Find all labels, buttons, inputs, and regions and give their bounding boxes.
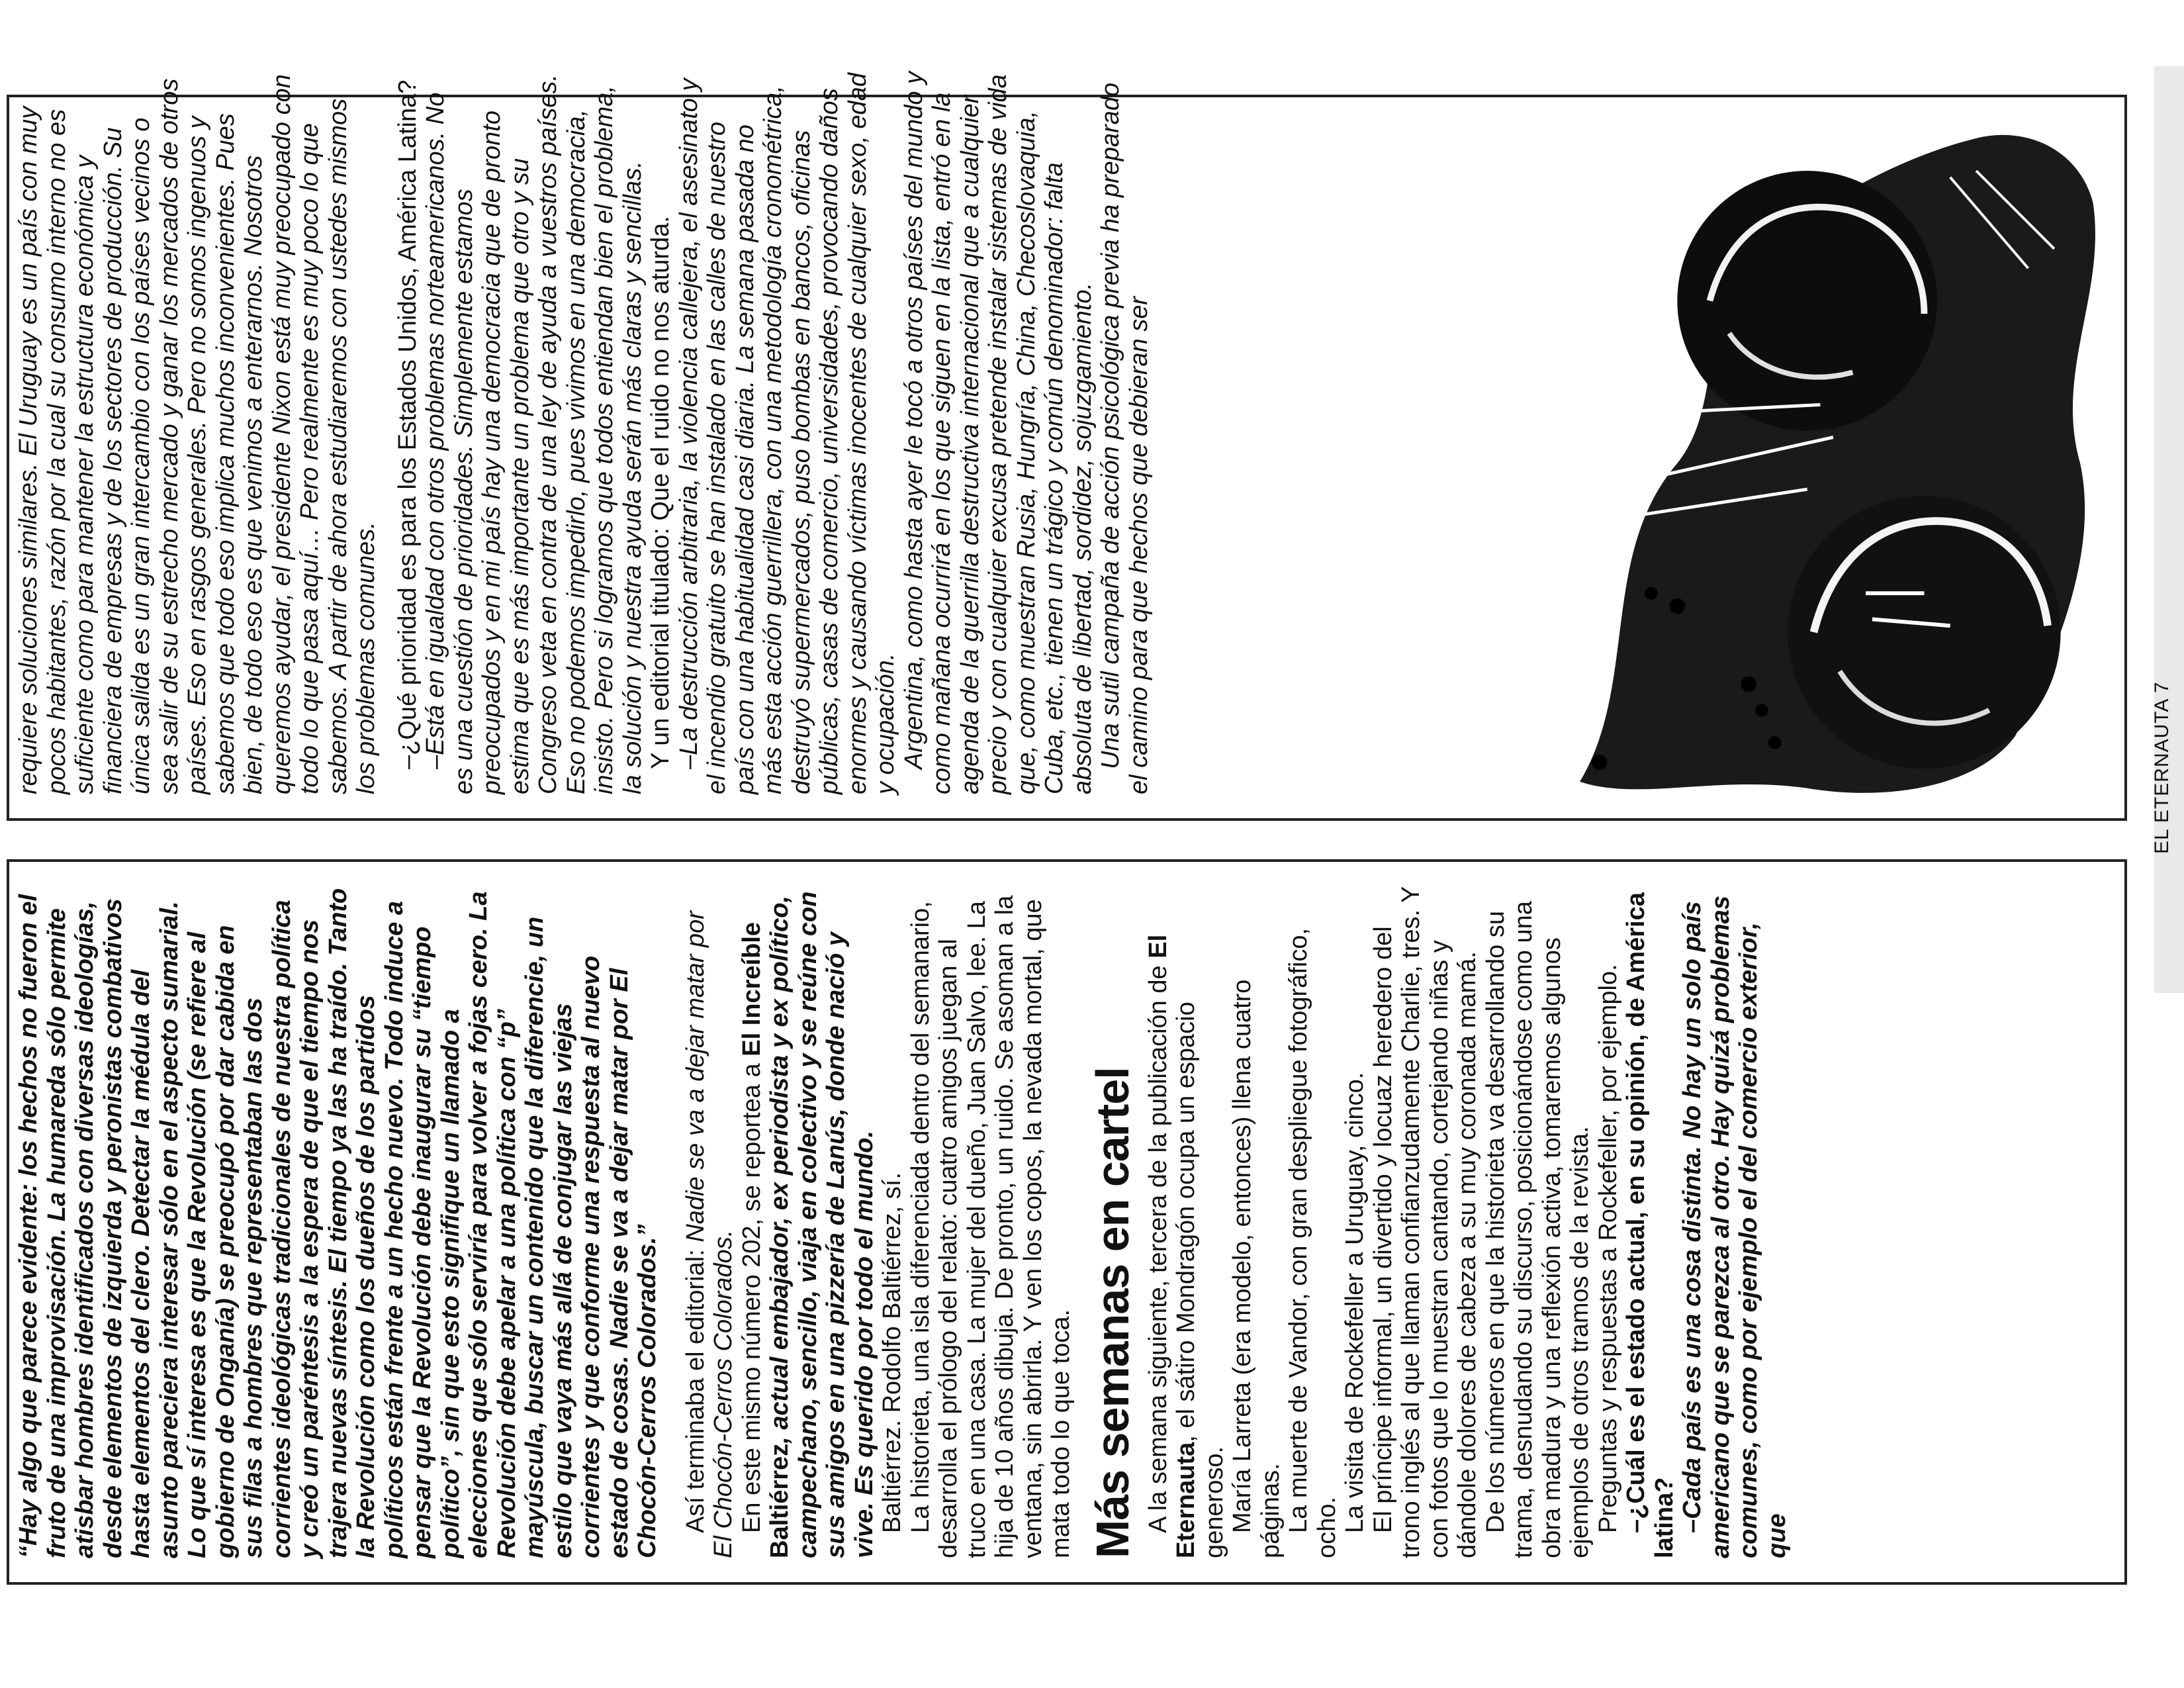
larreta-line: María Larreta (era modelo, entonces) llena cuatro páginas. — [1228, 979, 1285, 1558]
editorial-closing: Así terminaba el editorial: Nadie se va a dejar matar por El Chocón-Cerros Colorados. — [681, 911, 737, 1558]
answer-1: –Cada país es una cosa distinta. No hay un solo país americano que se parezca al otro. Hay quizá problemas comunes, como por ejemplo el del comercio exterior, que — [1678, 895, 1791, 1558]
ink-illustration — [1549, 99, 2118, 814]
page-footer: EL ETERNAUTA 7 — [2151, 681, 2173, 854]
editorial-paragraph-2: Argentina, como hasta ayer le tocó a otros países del mundo y como mañana ocurrirá en los que siguen en la lista, entró en la agenda de la guerrilla destructiva internacional que a cualquier precio y con cualquier excusa pretende instalar sistemas de vida que, como muestran Rusia, Hungría, China, Checoslovaquia, Cuba, etc., tienen un trágico y común denominador: falta absoluta de libertad, sordidez, sojuzgamiento. — [899, 71, 1097, 794]
numbers-paragraph: De los números en que la historieta va desarrollando su trama, desnudando su discurso, posicionándose como una obra madura y una reflexión activa, tomaremos algunos ejemplos de otros tramos de la revista. — [1481, 901, 1594, 1558]
prince-paragraph: El príncipe informal, un divertido y locuaz heredero del trono inglés al que llaman confianzudamente Charlie, tres. Y con fotos que lo muestran cantando, cortejando niñas y dándole dolores de cabeza a su muy coronada mamá. — [1369, 886, 1481, 1558]
historieta-summary: La historieta, una isla diferenciada dentro del semanario, desarrolla el prólogo del relato: cuatro amigos juegan al truco en una casa. La mujer del dueño, Juan Salvo, lee. La hija de 10 años dibuja. De pronto, un ruido. Se asoman a la ventana, sin abrirla. Y ven los copos, la nevada mortal, que mata todo lo que toca. — [906, 895, 1075, 1558]
editorial-title-line: Y un editorial titulado: Que el ruido no nos aturda. — [647, 216, 674, 769]
editorial-paragraph-3: Una sutil campaña de acción psicológica previa ha preparado el camino para que hechos que debieran ser — [1097, 82, 1153, 794]
qa-intro: Preguntas y respuestas a Rockefeller, por ejemplo. — [1594, 964, 1622, 1533]
editorial-quote: “Hay algo que parece evidente: los hechos no fueron el fruto de una improvisación. La humareda sólo permite atisbar hombres identificados con diversas ideologías, desde elementos de izquierda y peronistas combativos hasta elementos del clero. Detectar la médula del asunto pareciera interesar sólo en el aspecto sumarial. Lo que sí interesa es que la Revolución (se refiere al gobierno de Onganía) se preocupó por dar cabida en sus filas a hombres que representaban las dos corrientes ideológicas tradicionales de nuestra política y creó un paréntesis a la espera de que el tiempo nos trajera nuevas síntesis. El tiempo ya las ha traído. Tanto la Revolución como los dueños de los partidos políticos están frente a un hecho nuevo. Todo induce a pensar que la Revolución debe inaugurar su “tiempo político”, sin que esto signifique un llamado a elecciones que sólo serviría para volver a fojas cero. La Revolución debe apelar a una política con “p” mayúscula, buscar un contenido que la diferencie, un estilo que vaya más allá de conjugar las viejas corrientes y que conforme una respuesta al nuevo estado de cosas. Nadie se va a dejar matar por El Chocón-Cerros Colorados.” — [15, 888, 661, 1558]
vandor-line: La muerte de Vandor, con gran despliegue fotográfico, ocho. — [1285, 927, 1341, 1558]
answer-1-continued: requiere soluciones similares. El Uruguay es un país con muy pocos habitantes, razón por la cual su consumo interno no es suficiente como para mantener la estructura económica y financiera de empresas y de los sectores de producción. Su única salida es un gran intercambio con los países vecinos o sea salir de su estrecho mercado y ganar los mercados de otros países. Eso en rasgos generales. Pero no somos ingenuos y sabemos que todo eso implica muchos inconvenientes. Pues bien, de todo eso es que venimos a enterarnos. Nosotros queremos ayudar, el presidente Nixon está muy preocupado con todo lo que pasa aquí… Pero realmente es muy poco lo que sabemos. A partir de ahora estudiaremos con ustedes mismos los problemas comunes. — [15, 74, 380, 794]
rockefeller-line: La visita de Rockefeller a Uruguay, cinco. — [1341, 1072, 1369, 1533]
question-1: –¿Cuál es el estado actual, en su opinión, de América latina? — [1622, 892, 1678, 1558]
scan-edge-shadow — [2154, 66, 2184, 993]
baltierrez-intro: En este mismo número 202, se reportea a El Increíble Baltiérrez, actual embajador, ex periodista y ex político, campechano, sencillo, viaja en colectivo y se reúne con sus amigos en una pizzería de Lanús, donde nació y vive. Es querido por todo el mundo. — [737, 891, 878, 1558]
helmet-figure-lower — [1788, 496, 2060, 769]
editorial-paragraph-1: –La destrucción arbitraria, la violencia callejera, el asesinato y el incendio gratuito se han instalado en las calles de nuestro país con una habitualidad casi diaria. La semana pasada no más esta acción guerrillera, con una metodología cronométrica, destruyó supermercados, puso bombas en bancos, oficinas públicas, casas de comercio, universidades, provocando daños enormes y causando víctimas inocentes de cualquier sexo, edad y ocupación. — [674, 73, 899, 794]
right-column-text — [0, 71, 1522, 820]
answer-2: –Está en igualdad con otros problemas norteamericanos. No es una cuestión de prioridades. Simplemente estamos preocupados y en mi país hay una democracia que de pronto estima que es más importante un problema que otro y su Congreso veta en contra de una ley de ayuda a vuestros países. Eso no podemos impedirlo, pues vivimos en una democracia, insisto. Pero si logramos que todos entiendan bien el problema, la solución y nuestra ayuda serán más claras y sencillas. — [422, 74, 647, 794]
question-2: –¿Qué prioridad es para los Estados Unidos, América Latina? — [393, 79, 422, 769]
baltierrez-line: Baltiérrez. Rodolfo Baltiérrez, sí. — [878, 1172, 906, 1533]
week-three-intro: A la semana siguiente, tercera de la publicación de El Eternauta, el sátiro Mondragón ocupa un espacio generoso. — [1144, 934, 1228, 1558]
section-title: Más semanas en cartel — [1086, 1067, 1138, 1558]
left-column-text — [0, 861, 1791, 1583]
